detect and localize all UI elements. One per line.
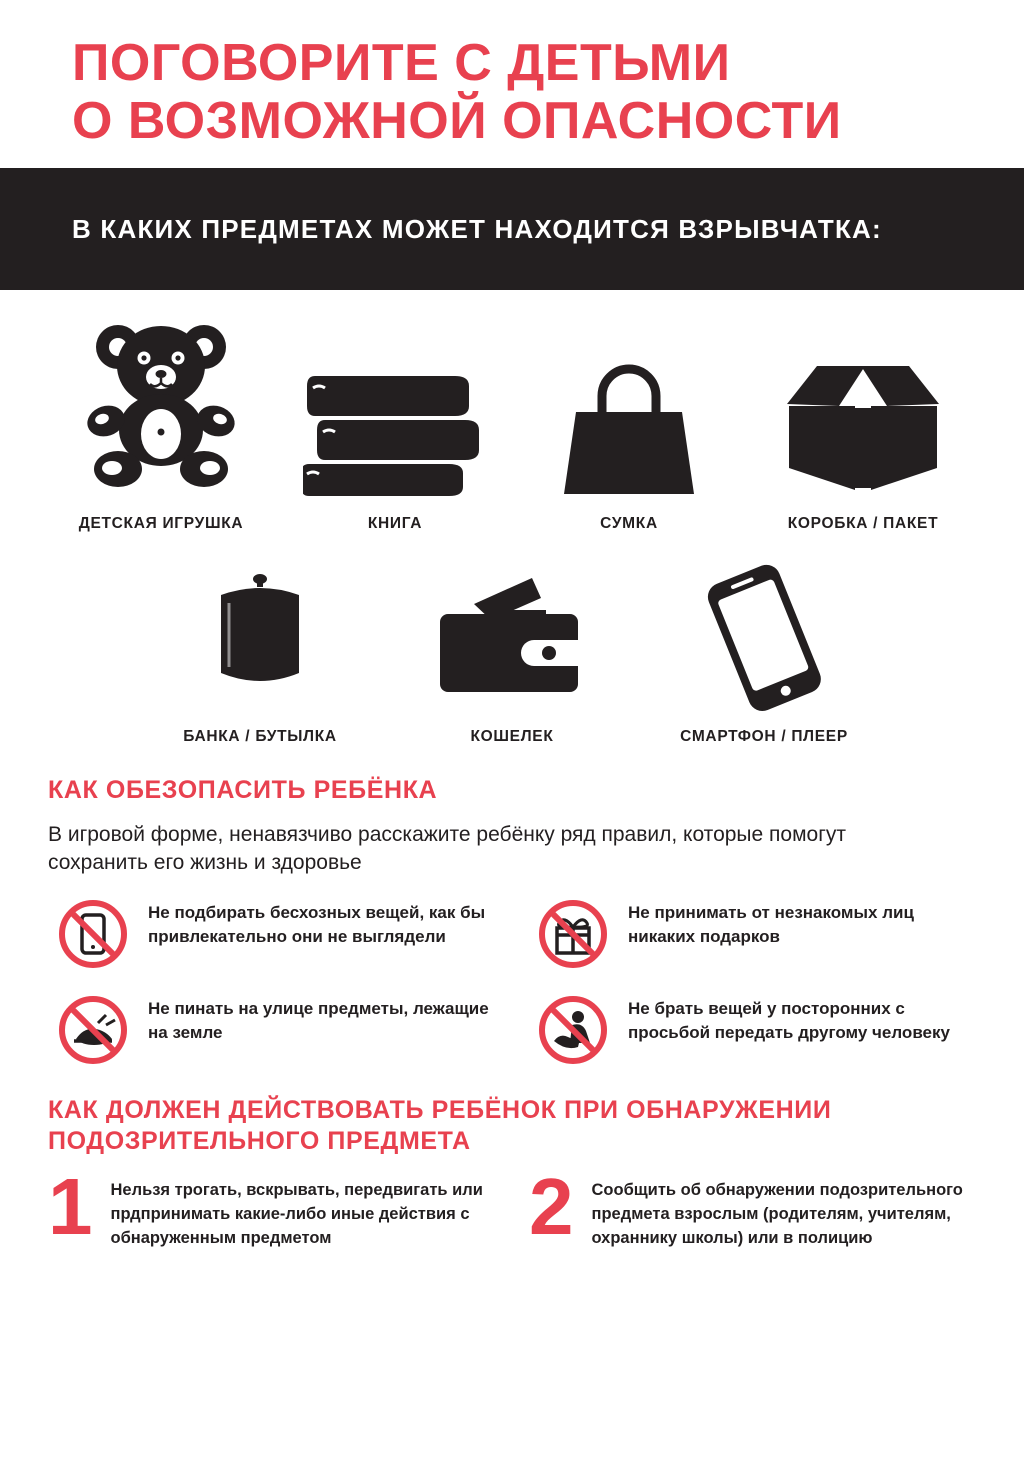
safety-rules-grid xyxy=(48,895,976,1069)
no-gift-prohibition-icon xyxy=(534,895,612,973)
no-handover-prohibition-icon xyxy=(534,991,612,1069)
action-step xyxy=(48,1162,495,1252)
objects-row-1 xyxy=(44,314,980,533)
step-number: 1 xyxy=(48,1162,93,1252)
safety-section xyxy=(0,746,1024,1068)
step-text: Нельзя трогать, вскрывать, передвигать или прдпринимать какие-либо иные действия с обнаруженным предметом xyxy=(110,1181,483,1248)
step-number: 2 xyxy=(529,1162,574,1252)
objects-row-2 xyxy=(44,533,980,746)
object-item-can xyxy=(145,547,375,746)
action-heading-line-1: КАК ДОЛЖЕН ДЕЙСТВОВАТЬ РЕБЁНОК ПРИ ОБНАРУЖЕНИИ xyxy=(48,1095,832,1124)
step-text: Сообщить об обнаружении подозрительного предмета взрослым (родителям, учителям, охраннику школы) или в полицию xyxy=(591,1181,963,1248)
object-item-wallet xyxy=(397,547,627,746)
object-item-teddy xyxy=(46,314,276,533)
object-label: КОШЕЛЕК xyxy=(470,728,554,746)
rule-item xyxy=(534,895,976,973)
page-title xyxy=(72,34,984,150)
dangerous-objects-section xyxy=(0,290,1024,746)
no-phone-prohibition-icon xyxy=(54,895,132,973)
action-heading-line-2: ПОДОЗРИТЕЛЬНОГО ПРЕДМЕТА xyxy=(48,1127,471,1156)
object-label: КОРОБКА / ПАКЕТ xyxy=(787,515,939,533)
rule-text: Не пинать на улице предметы, лежащие на земле xyxy=(148,998,489,1043)
object-label: СУМКА xyxy=(600,515,658,533)
wallet-icon xyxy=(397,547,627,712)
poster-header xyxy=(0,0,1024,168)
safety-heading: КАК ОБЕЗОПАСИТЬ РЕБЁНКА xyxy=(48,776,438,805)
smartphone-icon xyxy=(649,547,879,712)
object-item-book xyxy=(280,314,510,533)
rule-item xyxy=(534,991,976,1069)
rule-text: Не брать вещей у посторонних с просьбой передать другому человеку xyxy=(628,998,950,1043)
action-heading xyxy=(48,1095,976,1158)
object-label: СМАРТФОН / ПЛЕЕР xyxy=(680,728,848,746)
object-label: ДЕТСКАЯ ИГРУШКА xyxy=(78,515,244,533)
action-section xyxy=(0,1069,1024,1251)
rule-text: Не подбирать бесхозных вещей, как бы привлекательно они не выглядели xyxy=(148,902,486,947)
safety-intro-text: В игровой форме, ненавязчиво расскажите ребёнку ряд правил, которые помогут сохранить его жизнь и здоровье xyxy=(48,823,846,875)
object-label: КНИГА xyxy=(367,515,423,533)
no-kicking-prohibition-icon xyxy=(54,991,132,1069)
can-bottle-icon xyxy=(145,547,375,712)
object-label: БАНКА / БУТЫЛКА xyxy=(183,728,337,746)
title-line-2: О ВОЗМОЖНОЙ ОПАСНОСТИ xyxy=(72,92,842,151)
action-steps-grid xyxy=(48,1162,976,1252)
question-banner-text: В КАКИХ ПРЕДМЕТАХ МОЖЕТ НАХОДИТСЯ ВЗРЫВЧАТКА: xyxy=(72,213,882,244)
object-item-smartphone xyxy=(649,547,879,746)
object-item-bag xyxy=(514,314,744,533)
rule-item xyxy=(54,895,496,973)
object-item-box xyxy=(748,314,978,533)
handbag-icon xyxy=(514,314,744,499)
action-step xyxy=(529,1162,976,1252)
teddy-bear-icon xyxy=(46,314,276,499)
open-box-icon xyxy=(748,314,978,499)
rule-text: Не принимать от незнакомых лиц никаких подарков xyxy=(628,902,914,947)
rule-item xyxy=(54,991,496,1069)
books-stack-icon xyxy=(280,314,510,499)
title-line-1: ПОГОВОРИТЕ С ДЕТЬМИ xyxy=(72,34,731,92)
question-banner xyxy=(0,168,1024,290)
